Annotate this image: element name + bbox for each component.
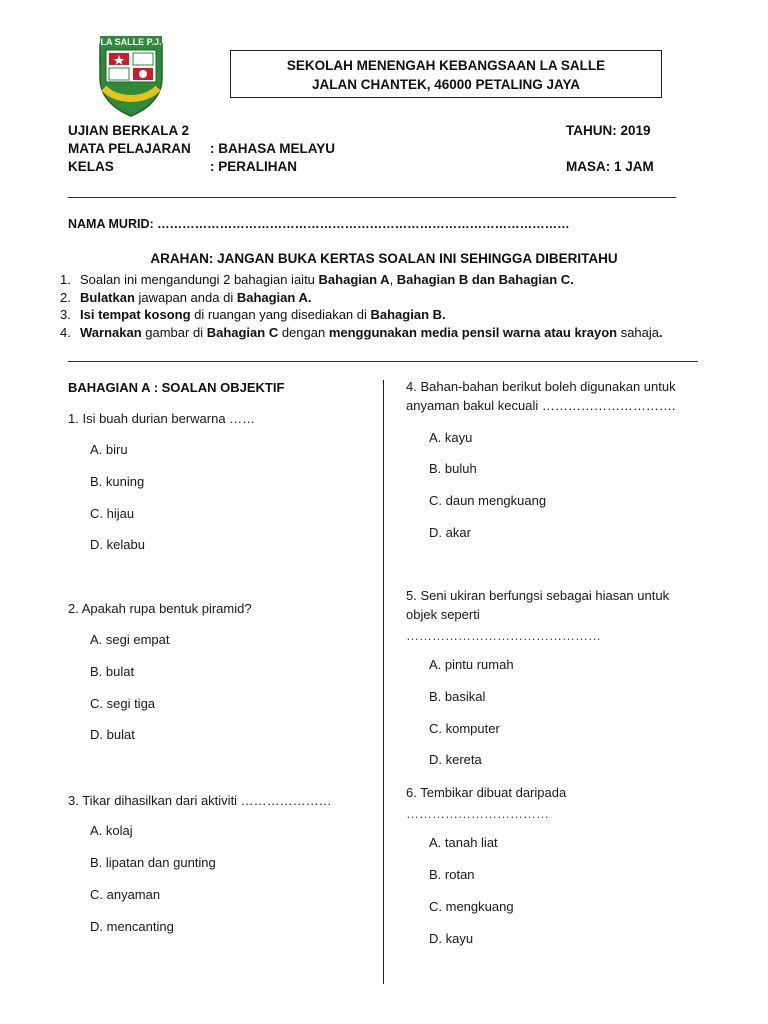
q1-option-d: D. kelabu [90,537,145,552]
question-4-line-1: 4. Bahan-bahan berikut boleh digunakan untuk [406,379,676,394]
instruction-bold-run: menggunakan media pensil warna atau krayon [328,324,618,340]
q6-option-c: C. mengkuang [429,899,514,914]
class-label: KELAS [68,159,114,174]
section-a-title: BAHAGIAN A : SOALAN OBJEKTIF [68,380,285,395]
instruction-bold-run: Isi tempat kosong [80,307,191,322]
instruction-run: jawapan anda di [134,289,237,305]
question-6-line-1: 6. Tembikar dibuat daripada [406,785,567,800]
instruction-run: sahaja [617,324,660,340]
exam-duration: MASA: 1 JAM [566,159,654,174]
q4-option-c: C. daun mengkuang [429,493,547,508]
instruction-bold-run: Bahagian A [318,272,390,287]
school-address: JALAN CHANTEK, 46000 PETALING JAYA [311,77,581,92]
instructions-list [60,271,720,341]
instruction-bold-run: Bahagian B. [370,307,446,322]
instruction-text [80,306,446,324]
instruction-bold-run: Bahagian A. [236,289,312,305]
q2-option-c: C. segi tiga [90,696,156,711]
class-value: : PERALIHAN [210,159,297,174]
instruction-run: gambar di [141,324,207,340]
question-3: 3. Tikar dihasilkan dari aktiviti ………………… [68,793,332,808]
instruction-run: di ruangan yang disediakan di [190,307,371,322]
q4-option-b: B. buluh [429,461,477,476]
crest-banner-text: LA SALLE P.J. [100,37,162,47]
instruction-number: 1. [60,272,71,287]
instruction-text [80,271,574,289]
school-header-box [230,50,662,98]
instruction-run: , [389,272,397,287]
instruction-run: dengan [278,324,329,340]
q3-option-d: D. mencanting [90,919,174,934]
instruction-number: 2. [60,289,71,305]
q1-option-a: A. biru [90,442,128,457]
q3-option-b: B. lipatan dan gunting [90,855,216,870]
exam-year: TAHUN: 2019 [566,123,651,138]
question-4-line-2: anyaman bakul kecuali …………………………. [406,398,676,413]
q5-option-c: C. komputer [429,721,500,736]
q5-option-d: D. kereta [429,752,482,767]
question-5-line-1: 5. Seni ukiran berfungsi sebagai hiasan untuk [406,588,670,603]
instruction-bold-run: Bahagian C [206,324,279,340]
question-5-blank: ……………………………………… [406,628,601,643]
q4-option-d: D. akar [429,525,471,540]
q3-option-c: C. anyaman [90,887,161,902]
instruction-text [80,289,311,307]
exam-title: UJIAN BERKALA 2 [68,123,190,138]
q5-option-a: A. pintu rumah [429,657,514,672]
question-1: 1. Isi buah durian berwarna …… [68,411,256,426]
q6-option-a: A. tanah liat [429,835,498,850]
instruction-run: Soalan ini mengandungi 2 bahagian iaitu [80,272,319,287]
instruction-number: 3. [60,307,71,322]
q4-option-a: A. kayu [429,430,473,445]
instruction-bold-run: Bulatkan [80,289,135,305]
column-divider [383,380,384,984]
question-5-line-2: objek seperti [406,607,480,622]
q2-option-b: B. bulat [90,664,135,679]
q6-option-d: D. kayu [429,931,474,946]
instruction-bold-run: . [659,324,663,340]
instruction-item [60,324,720,342]
q3-option-a: A. kolaj [90,823,133,838]
instruction-item [60,306,720,324]
q1-option-c: C. hijau [90,506,135,521]
school-crest-logo [96,34,166,118]
instruction-item [60,289,720,307]
instruction-number: 4. [60,324,71,340]
divider-instructions [68,361,698,362]
student-name-field: NAMA MURID: ……………………………………………………………………………………… [68,217,570,231]
q2-option-a: A. segi empat [90,632,170,647]
divider-top [68,197,676,198]
subject-value: : BAHASA MELAYU [210,141,336,156]
q2-option-d: D. bulat [90,727,135,742]
instruction-item [60,271,720,289]
instruction-bold-run: Warnakan [80,324,142,340]
subject-label: MATA PELAJARAN [68,141,191,156]
question-6-blank: …………………………… [406,806,549,821]
instruction-text [80,324,663,342]
school-name: SEKOLAH MENENGAH KEBANGSAAN LA SALLE [286,58,606,73]
q6-option-b: B. rotan [429,867,475,882]
instruction-bold-run: Bahagian B dan Bahagian C. [396,272,574,287]
instructions-heading: ARAHAN: JANGAN BUKA KERTAS SOALAN INI SEHINGGA DIBERITAHU [150,251,618,266]
q1-option-b: B. kuning [90,474,145,489]
question-2: 2. Apakah rupa bentuk piramid? [68,601,252,616]
q5-option-b: B. basikal [429,689,486,704]
